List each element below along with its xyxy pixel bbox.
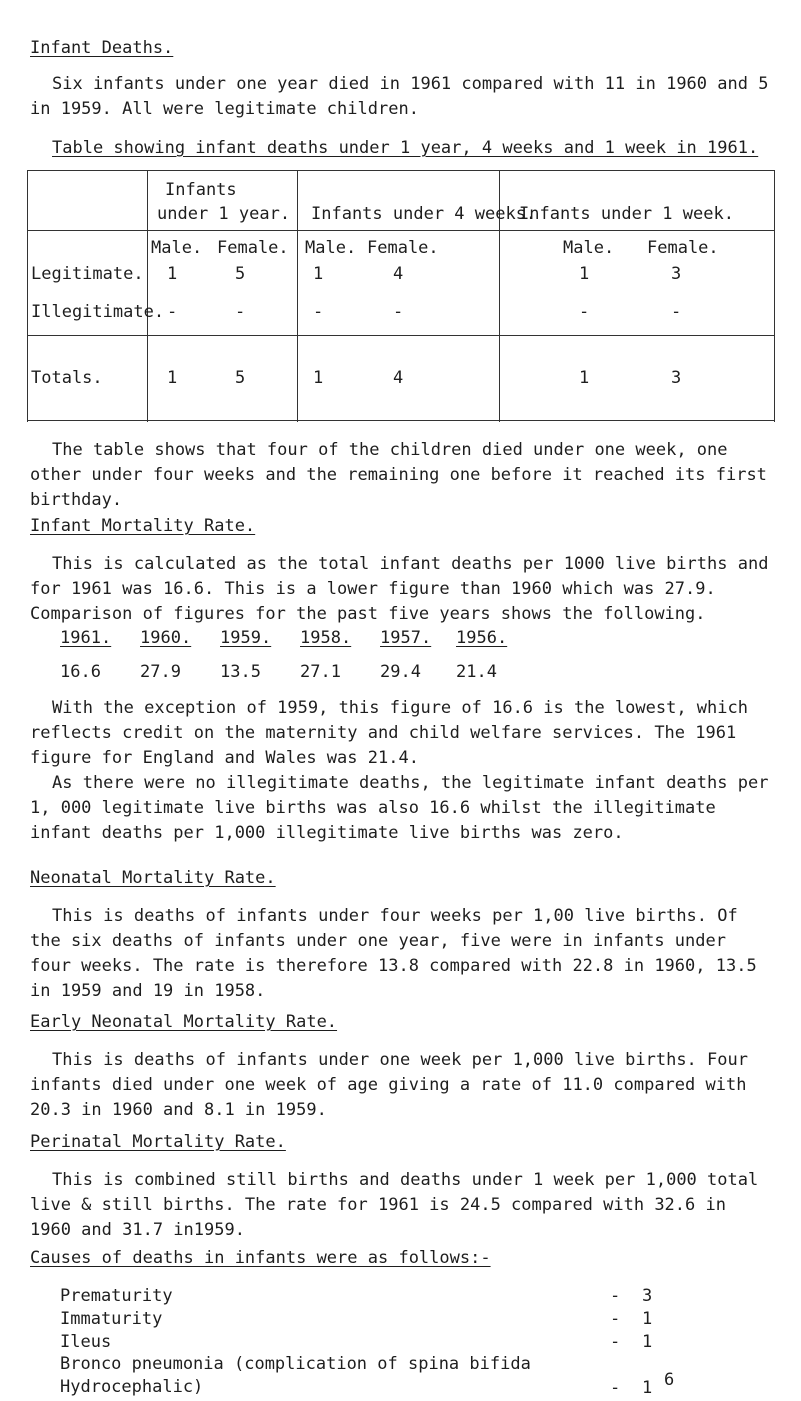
row-label-legitimate: Legitimate. (31, 264, 144, 284)
year-label: 1961. (60, 628, 112, 648)
col-header-under-1-year-line1: Infants (165, 180, 237, 200)
table-cell: 3 (671, 264, 682, 284)
list-item: Ileus - 1 (60, 1330, 700, 1355)
cause-name: Ileus (60, 1332, 112, 1352)
imr-paragraph-2: With the exception of 1959, this figure of 16.6 is the lowest, which reflects credit on the maternity and child welfare services. The 1961 figure for England and Wales was 21.4. (30, 698, 748, 768)
cause-count: 1 (642, 1332, 653, 1352)
imr-heading: Infant Mortality Rate. (30, 516, 256, 536)
cause-count: 3 (642, 1286, 653, 1306)
col-header-under-1-year-line2: under 1 year. (157, 204, 291, 224)
sub-header-male: Male. (305, 238, 357, 258)
table-cell: - (393, 302, 404, 322)
rate-value: 21.4 (456, 662, 497, 682)
col-header-under-1-week: Infants under 1 week. (519, 204, 734, 224)
infant-deaths-table (27, 170, 775, 422)
enmr-heading: Early Neonatal Mortality Rate. (30, 1012, 338, 1032)
nmr-heading: Neonatal Mortality Rate. (30, 868, 276, 888)
cause-count: 1 (642, 1378, 653, 1398)
table-cell: - (313, 302, 324, 322)
table-cell: - (579, 302, 590, 322)
sub-header-female: Female. (647, 238, 719, 258)
sub-header-female: Female. (217, 238, 289, 258)
table-cell: - (671, 302, 682, 322)
rate-value: 29.4 (380, 662, 421, 682)
table-cell: 1 (313, 368, 324, 388)
sub-header-female: Female. (367, 238, 439, 258)
cause-count: 1 (642, 1309, 653, 1329)
table-cell: 1 (579, 264, 590, 284)
cause-name: Prematurity (60, 1286, 173, 1306)
row-label-totals: Totals. (31, 368, 103, 388)
col-header-under-4-weeks: Infants under 4 weeks. (311, 204, 537, 224)
table-cell: 5 (235, 368, 246, 388)
rate-value: 27.1 (300, 662, 341, 682)
intro-paragraph: Six infants under one year died in 1961 compared with 11 in 1960 and 5 in 1959. All were legitimate children. (30, 74, 769, 119)
table-caption: Table showing infant deaths under 1 year, 4 weeks and 1 week in 1961. (52, 138, 759, 158)
imr-paragraph-3: As there were no illegitimate deaths, the legitimate infant deaths per 1, 000 legitimate live births was also 16.6 whilst the illegitimate infant deaths per 1,000 illegitimate live births was zero. (30, 773, 769, 843)
list-item: Bronco pneumonia (complication of spina bifida Hydrocephalic) - 1 (60, 1353, 700, 1401)
enmr-paragraph: This is deaths of infants under one week per 1,000 live births. Four infants died under one week of age giving a rate of 11.0 compared with 20.3 in 1960 and 8.1 in 1959. (30, 1050, 748, 1120)
causes-heading: Causes of deaths in infants were as follows:- (30, 1248, 491, 1268)
nmr-paragraph: This is deaths of infants under four weeks per 1,00 live births. Of the six deaths of infants under one year, five were in infants under four weeks. The rate is therefore 13.8 compared with 22.8 in 1960, 13.5 in 1959 and 19 in 1958. (30, 906, 757, 1001)
causes-total: 6 (664, 1370, 675, 1390)
rate-value: 16.6 (60, 662, 101, 682)
sub-header-male: Male. (563, 238, 615, 258)
list-item: Immaturity - 1 (60, 1307, 700, 1332)
table-cell: 4 (393, 264, 404, 284)
table-note: The table shows that four of the children died under one week, one other under four weeks and the remaining one before it reached its first birthday. (30, 440, 767, 510)
table-cell: - (235, 302, 246, 322)
year-label: 1960. (140, 628, 192, 648)
rate-value: 27.9 (140, 662, 181, 682)
page-title: Infant Deaths. (30, 38, 174, 58)
sub-header-male: Male. (151, 238, 203, 258)
table-cell: 1 (167, 264, 178, 284)
table-cell: 1 (579, 368, 590, 388)
year-label: 1958. (300, 628, 352, 648)
imr-paragraph: This is calculated as the total infant deaths per 1000 live births and for 1961 was 16.6. This is a lower figure than 1960 which was 27.9. Comparison of figures for the past five years shows the following. (30, 554, 769, 624)
list-item: Prematurity - 3 (60, 1284, 700, 1309)
cause-name: Immaturity (60, 1309, 163, 1329)
row-label-illegitimate: Illegitimate. (31, 302, 165, 322)
year-label: 1959. (220, 628, 272, 648)
year-label: 1956. (456, 628, 508, 648)
table-cell: 1 (313, 264, 324, 284)
pmr-heading: Perinatal Mortality Rate. (30, 1132, 286, 1152)
table-cell: 5 (235, 264, 246, 284)
year-label: 1957. (380, 628, 432, 648)
table-cell: 3 (671, 368, 682, 388)
table-cell: 1 (167, 368, 178, 388)
rate-value: 13.5 (220, 662, 261, 682)
cause-name: Bronco pneumonia (complication of spina bifida Hydrocephalic) (60, 1354, 531, 1397)
table-cell: 4 (393, 368, 404, 388)
pmr-paragraph: This is combined still births and deaths under 1 week per 1,000 total live & still births. The rate for 1961 is 24.5 compared with 32.6 in 1960 and 31.7 in1959. (30, 1170, 759, 1240)
table-cell: - (167, 302, 178, 322)
